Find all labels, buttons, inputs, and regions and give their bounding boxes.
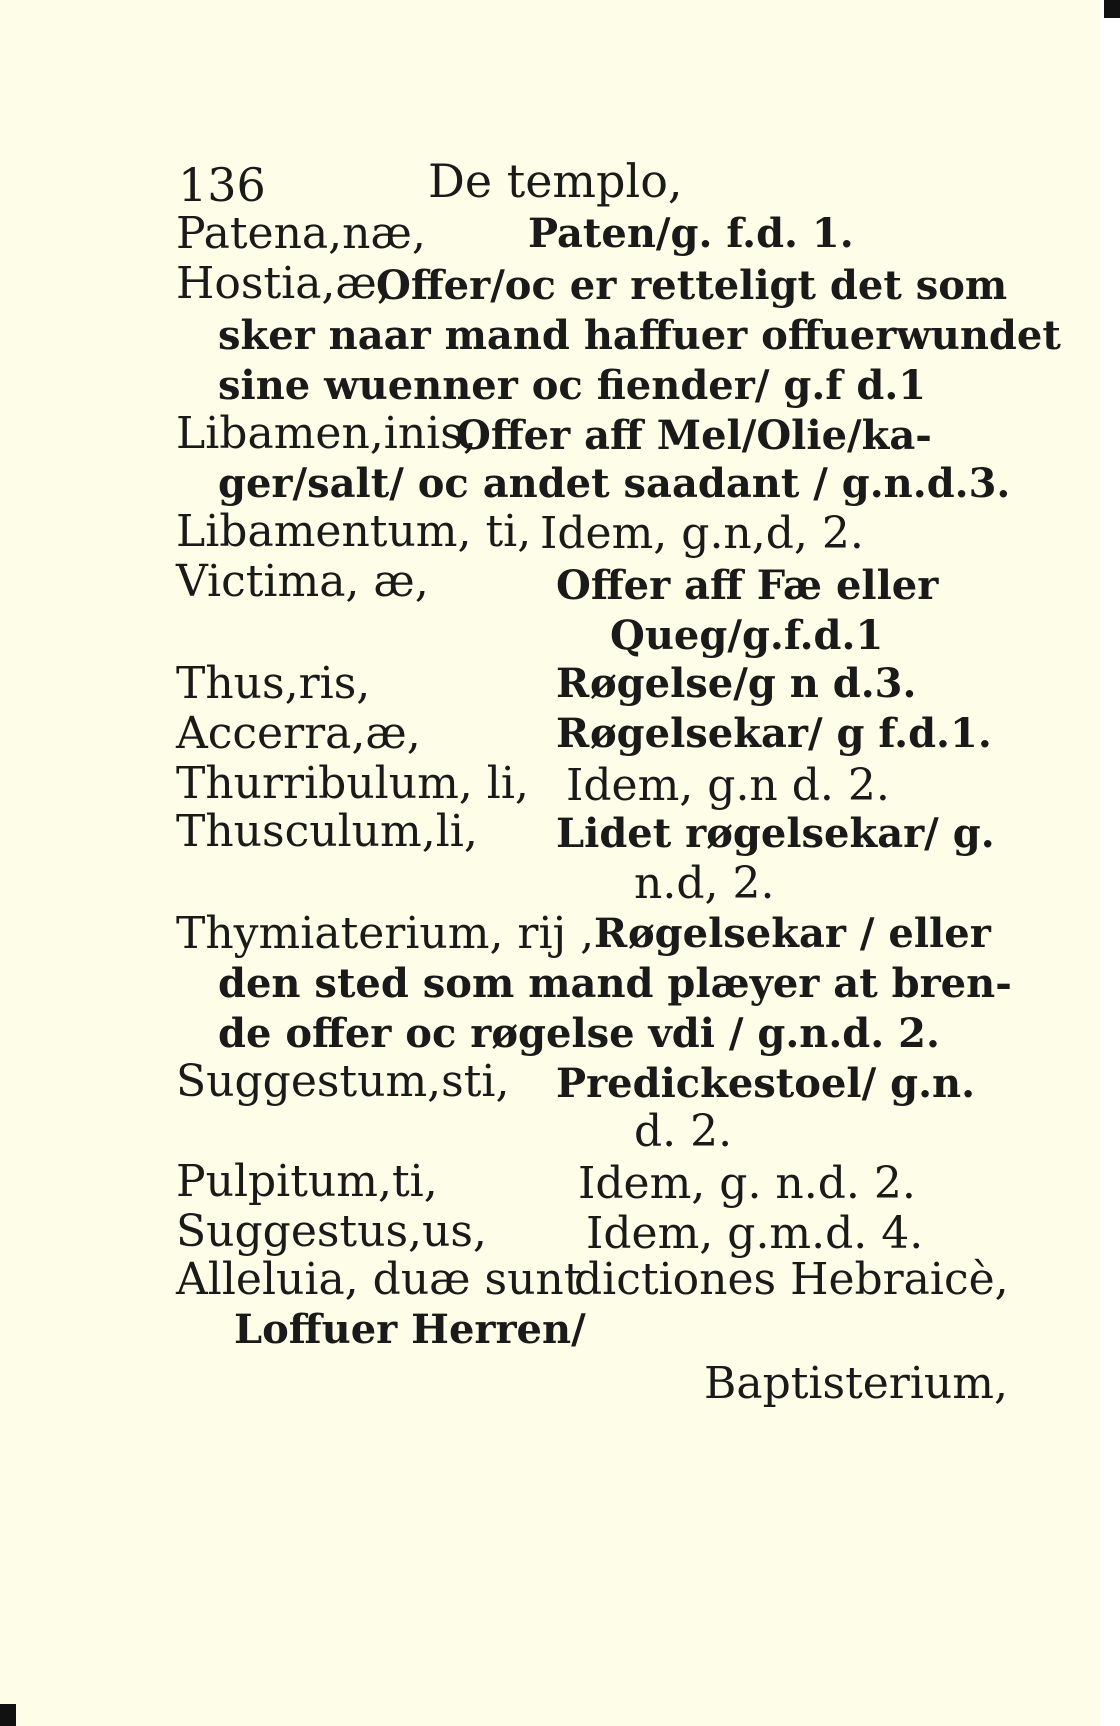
entry-latin: Libamen,inis, [176,408,477,459]
entry-danish: Idem, g. n.d. 2. [578,1158,916,1209]
entry-danish-cont: sker naar mand haffuer offuerwundet [218,312,1061,359]
entry-danish-cont: den sted som mand plæyer at bren- [218,960,1012,1007]
entry-danish: Offer aff Fæ eller [556,562,939,609]
entry-latin: Accerra,æ, [176,708,421,759]
entry-danish: Røgelse/g n d.3. [556,660,917,707]
entry-latin: Suggestum,sti, [176,1056,510,1107]
entry-danish-cont: Queg/g.f.d.1 [610,612,884,659]
entry-danish: Offer aff Mel/Olie/ka- [456,412,932,459]
entry-latin: Patena,næ, [176,208,426,259]
catchword: Baptisterium, [704,1358,1008,1409]
entry-latin: Alleluia, duæ sunt [176,1254,582,1305]
entry-latin: Hostia,æ, [176,258,391,309]
entry-latin: Thusculum,li, [176,806,478,857]
entry-danish: Offer/oc er retteligt det som [376,262,1008,309]
entry-danish: Idem, g.n,d, 2. [540,508,864,559]
entry-latin: Suggestus,us, [176,1206,487,1257]
entry-danish-cont: sine wuenner oc fiender/ g.f d.1 [218,362,927,409]
entry-danish: Paten/g. f.d. 1. [528,210,854,257]
entry-danish-cont: de offer oc røgelse vdi / g.n.d. 2. [218,1010,940,1057]
entry-danish: dictiones Hebraicè, [574,1254,1009,1305]
entry-latin: Pulpitum,ti, [176,1156,438,1207]
entry-latin: Thurribulum, li, [176,758,529,809]
entry-danish: Røgelsekar/ g f.d.1. [556,710,992,757]
scan-marker-bottom [0,1704,16,1726]
entry-latin: Victima, æ, [176,556,429,607]
scan-margin [1100,0,1120,1726]
running-title: De templo, [428,154,683,208]
page-number: 136 [178,158,266,212]
entry-latin: Libamentum, ti, [176,506,532,557]
entry-danish: Lidet røgelsekar/ g. [556,810,995,857]
scan-marker-top [1104,0,1120,18]
entry-danish-cont: d. 2. [634,1106,733,1157]
entry-danish-cont: ger/salt/ oc andet saadant / g.n.d.3. [218,460,1011,507]
entry-latin: Thymiaterium, rij , [176,908,595,959]
entry-danish: Idem, g.m.d. 4. [586,1208,924,1259]
entry-danish-cont: Loffuer Herren/ [234,1306,586,1353]
entry-latin: Thus,ris, [176,658,371,709]
entry-danish-cont: n.d, 2. [634,858,775,909]
entry-danish: Røgelsekar / eller [594,910,991,957]
entry-danish: Idem, g.n d. 2. [566,760,890,811]
entry-danish: Predickestoel/ g.n. [556,1060,976,1107]
